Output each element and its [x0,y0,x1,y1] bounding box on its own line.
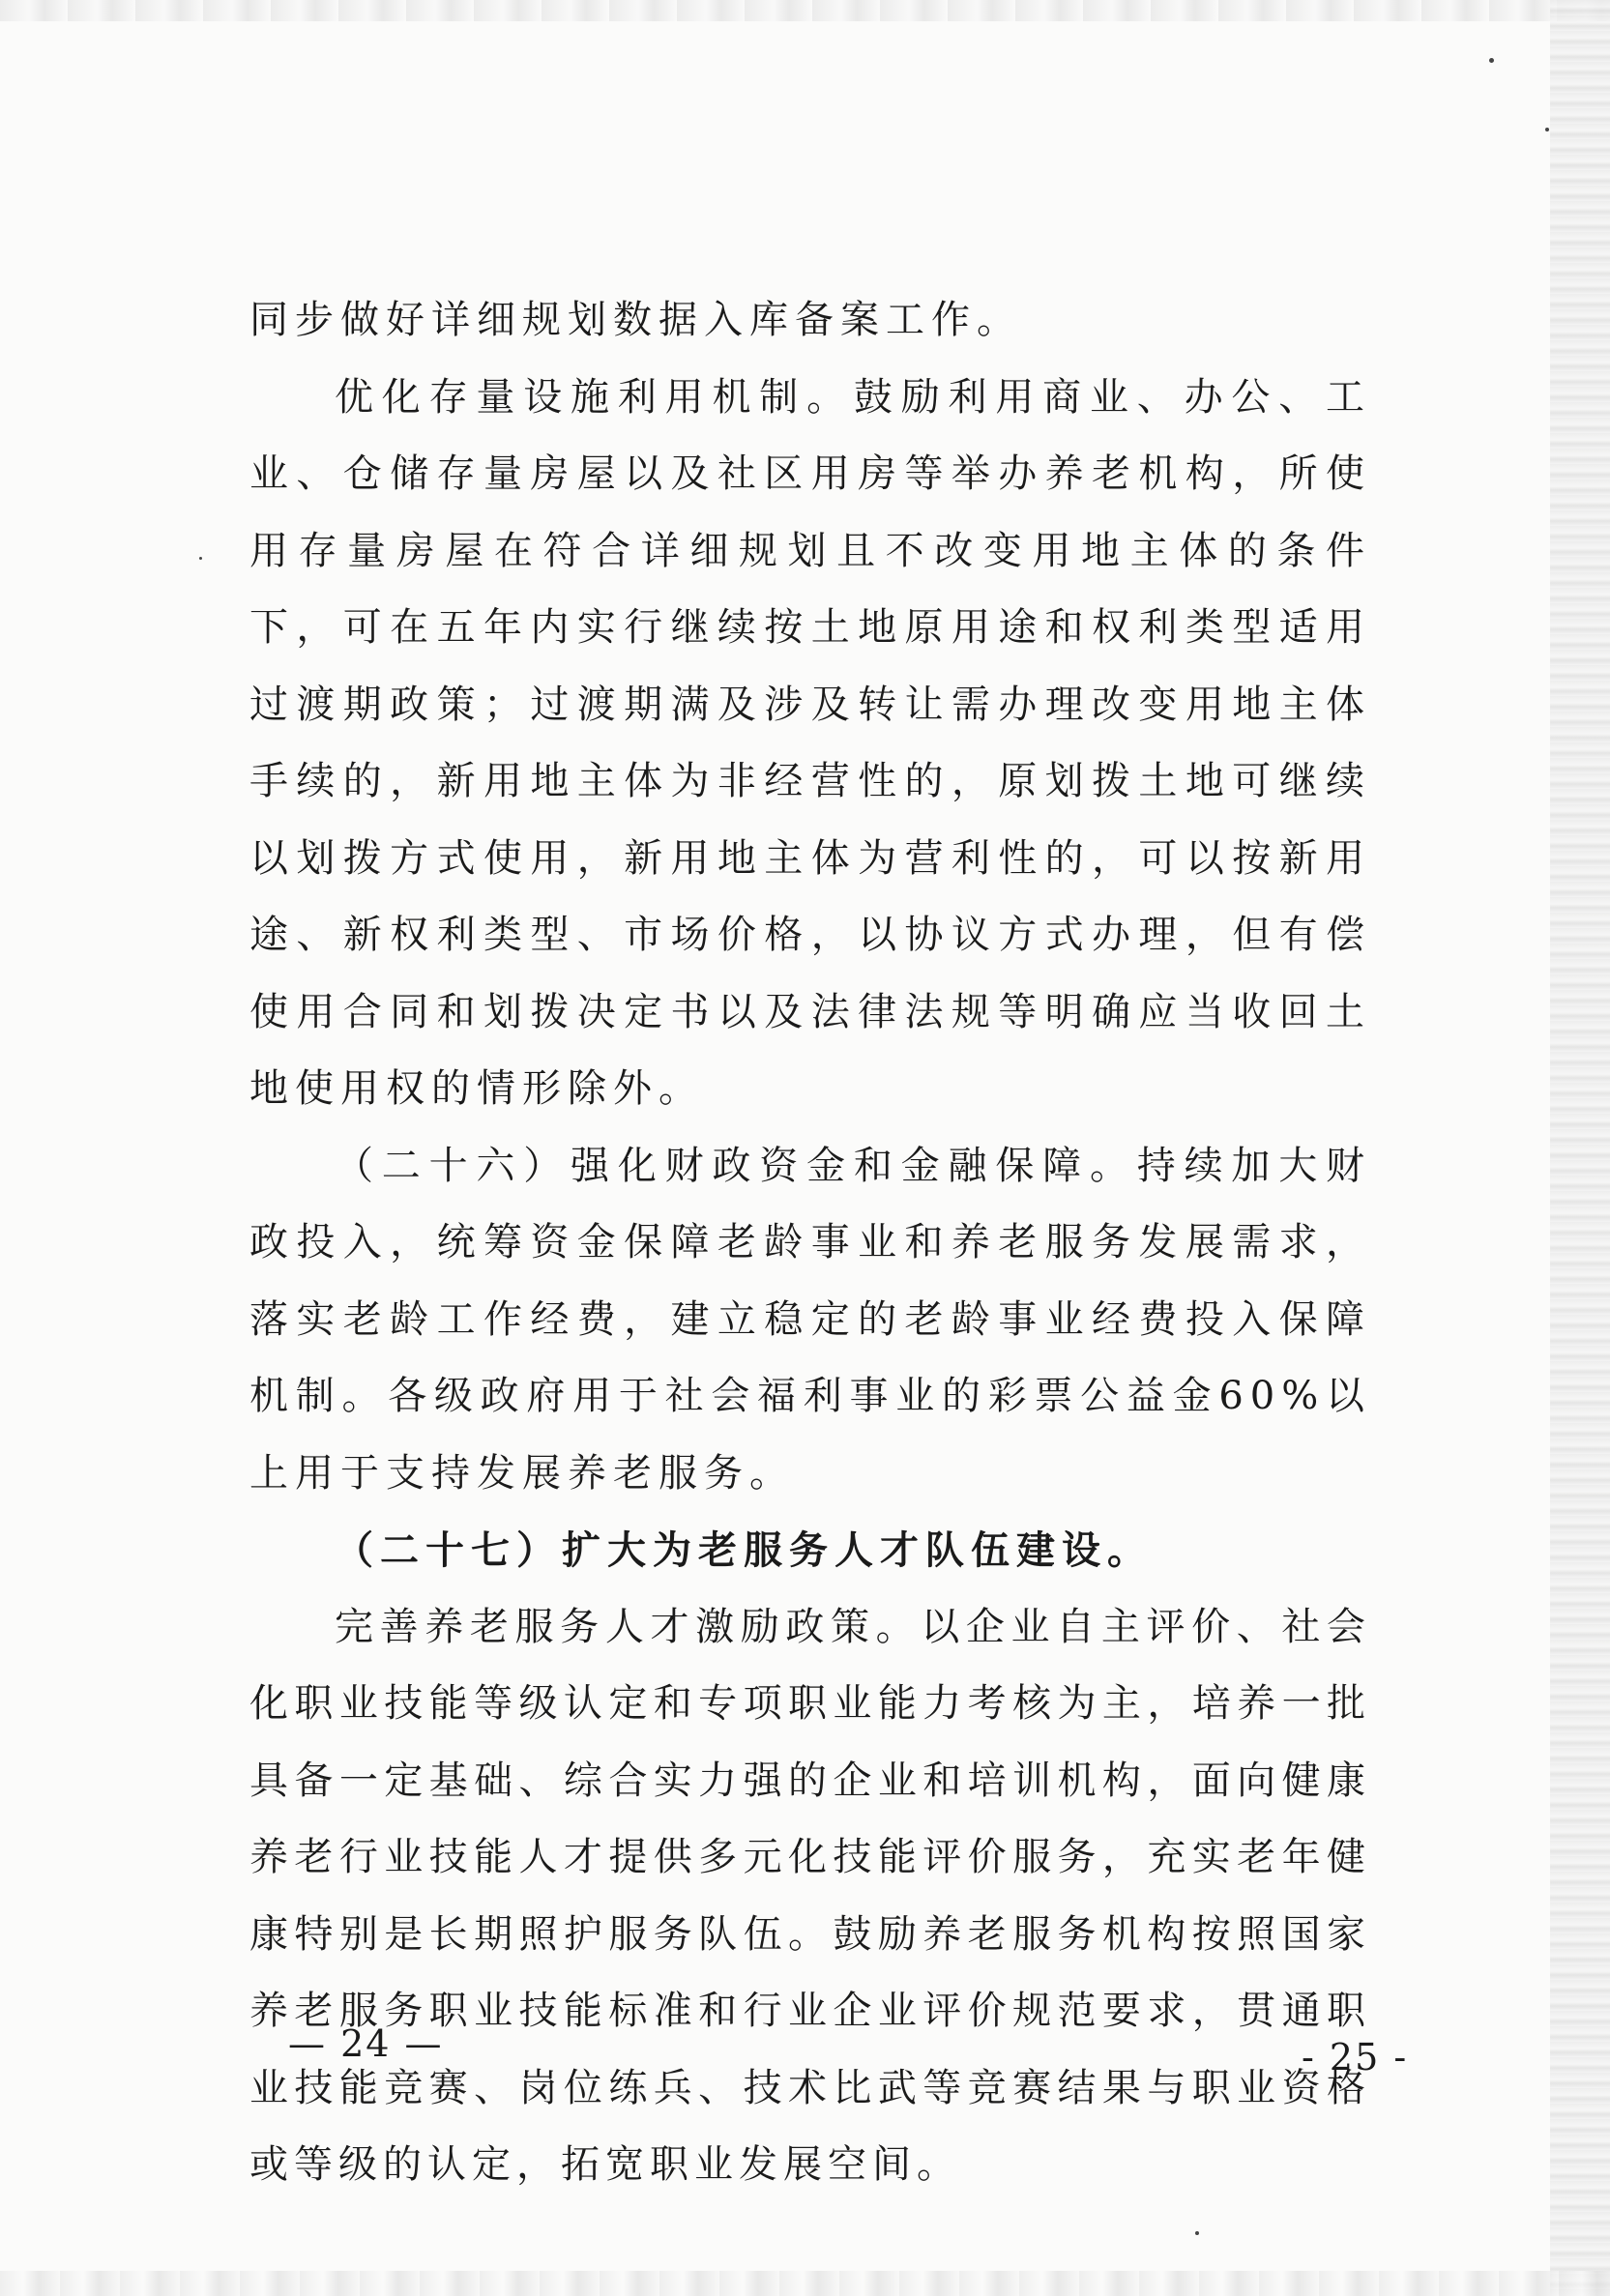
page-number-left: — 24 — [288,2022,444,2065]
scan-edge-top [0,0,1610,21]
body-text [249,282,1371,2204]
scan-speck [1489,58,1494,63]
scan-edge-right [1550,0,1610,2296]
page-number-right: - 25 - [1302,2036,1409,2078]
scan-speck [1545,128,1549,131]
paragraph-1: 同步做好详细规划数据入库备案工作。 [249,298,1022,342]
paragraph-2: 优化存量设施利用机制。鼓励利用商业、办公、工业、仓储存量房屋以及社区用房等举办养老机构，所使用存量房屋在符合详细规划且不改变用地主体的条件下，可在五年内实行继续按土地原用途和权利类型适用过渡期政策；过渡期满及涉及转让需办理改变用地主体手续的，新用地主体为非经营性的，原划拨土地可继续以划拨方式使用，新用地主体为营利性的，可以按新用途、新权利类型、市场价格，以协议方式办理，但有偿使用合同和划拨决定书以及法律法规等明确应当收回土地使用权的情形除外。 [249,374,1371,1111]
scan-speck [199,557,202,560]
paragraph-4-heading: （二十七）扩大为老服务人才队伍建设。 [335,1527,1153,1573]
paragraph-3: （二十六）强化财政资金和金融保障。持续加大财政投入，统筹资金保障老龄事业和养老服务发展需求，落实老龄工作经费，建立稳定的老龄事业经费投入保障机制。各级政府用于社会福利事业的彩票公益金60%以上用于支持发展养老服务。 [249,1143,1371,1496]
paragraph-5: 完善养老服务人才激励政策。以企业自主评价、社会化职业技能等级认定和专项职业能力考核为主，培养一批具备一定基础、综合实力强的企业和培训机构，面向健康养老行业技能人才提供多元化技能评价服务，充实老年健康特别是长期照护服务队伍。鼓励养老服务机构按照国家养老服务职业技能标准和行业企业评价规范要求，贯通职业技能竞赛、岗位练兵、技术比武等竞赛结果与职业资格或等级的认定，拓宽职业发展空间。 [249,1604,1371,2187]
scan-speck [1195,2231,1199,2235]
scan-edge-bottom [0,2271,1610,2296]
